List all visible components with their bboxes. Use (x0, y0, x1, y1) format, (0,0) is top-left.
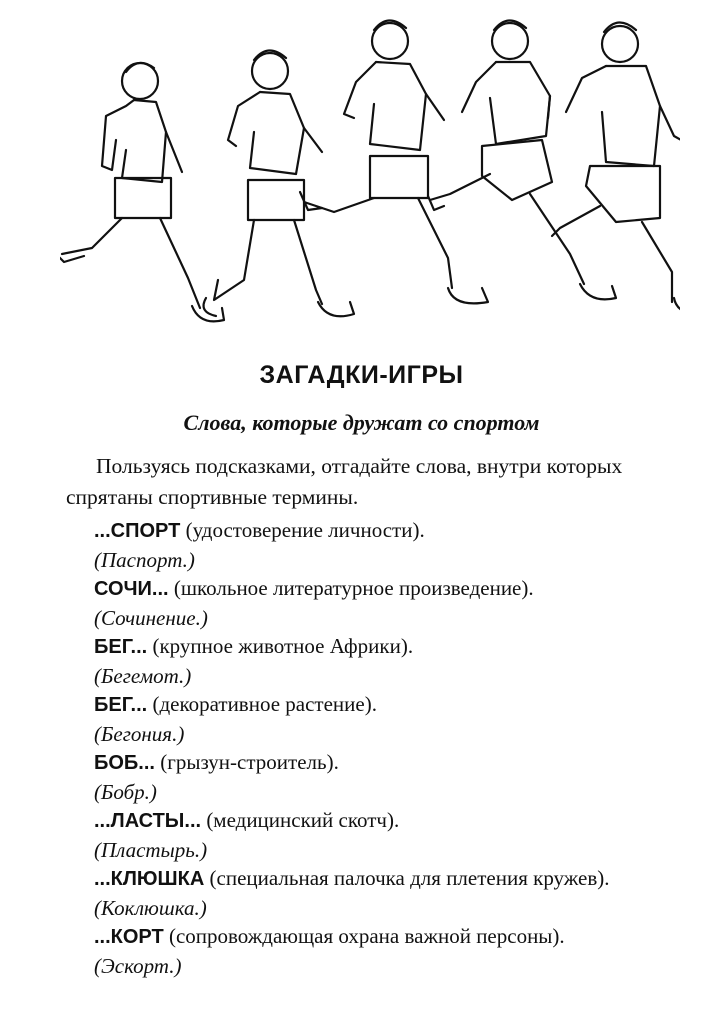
riddle-hint: (удостоверение личности). (180, 518, 425, 542)
riddle-question (94, 574, 674, 604)
riddle-term: ...ЛАСТЫ... (94, 810, 202, 832)
riddle-hint: (декоративное растение). (147, 692, 377, 716)
intro-paragraph: Пользуясь подсказками, отгадайте слова, внутри которых спрятаны спортивные термины. (66, 454, 623, 509)
riddle-term: БОБ... (94, 752, 155, 774)
riddle-answer: (Коклюшка.) (94, 895, 207, 920)
riddle-question (94, 864, 674, 894)
running-boys-illustration (60, 6, 680, 336)
riddle-answer: (Бобр.) (94, 779, 157, 804)
riddle-answer: (Эскорт.) (94, 953, 182, 978)
riddle-term: ...КОРТ (94, 926, 164, 948)
riddle-hint: (грызун-строитель). (154, 750, 339, 774)
riddle-hint: (медицинский скотч). (201, 808, 400, 832)
riddle-question (94, 922, 674, 952)
riddle-hint: (школьное литературное произведение). (168, 576, 534, 600)
riddle-hint: (сопровождающая охрана важной персоны). (163, 924, 565, 948)
riddle-answer: (Сочинение.) (94, 605, 208, 630)
riddle-answer: (Паспорт.) (94, 547, 195, 572)
riddle-question (94, 806, 674, 836)
riddle-question (94, 690, 674, 720)
page-subtitle: Слова, которые дружат со спортом (183, 410, 540, 435)
page-title: ЗАГАДКИ-ИГРЫ (259, 361, 464, 389)
riddle-answer: (Пластырь.) (94, 837, 208, 862)
riddle-answer: (Бегемот.) (94, 663, 192, 688)
riddle-term: БЕГ... (94, 636, 148, 658)
riddle-term: ...СПОРТ (94, 520, 181, 542)
riddle-term: БЕГ... (94, 694, 148, 716)
riddle-question (94, 748, 674, 778)
riddle-question (94, 516, 674, 546)
riddle-answer: (Бегония.) (94, 721, 185, 746)
riddle-term: СОЧИ... (94, 578, 169, 600)
riddle-hint: (крупное животное Африки). (147, 634, 414, 658)
riddle-term: ...КЛЮШКА (94, 868, 205, 890)
riddle-hint: (специальная палочка для плетения кружев). (204, 866, 610, 890)
riddle-question (94, 632, 674, 662)
riddle-list (94, 516, 674, 980)
